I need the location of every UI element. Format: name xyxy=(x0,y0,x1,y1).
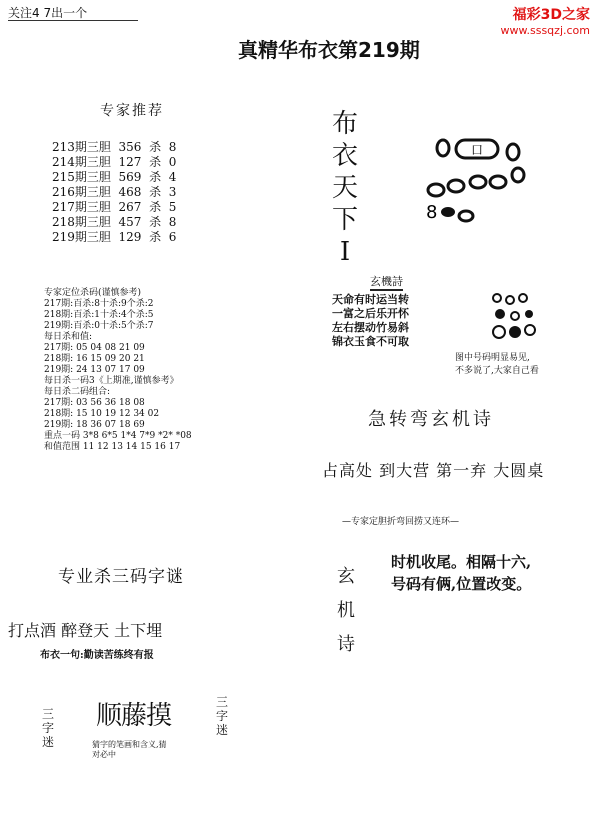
vertical-title-char: 下 xyxy=(331,205,358,235)
vertical-title-char: 衣 xyxy=(331,141,358,171)
expert-row: 215期三胆 569 杀 4 xyxy=(52,170,177,184)
turn-line: 号码有俩,位置改变。 xyxy=(391,575,532,593)
expert-locate-section xyxy=(44,288,192,453)
right-vertical-char: 迷 xyxy=(215,723,228,737)
expert-title: 专家推荐 xyxy=(100,103,164,119)
expert-row: 213期三胆 356 杀 8 xyxy=(52,140,177,154)
locate-line: 218期: 16 15 09 20 21 xyxy=(44,354,145,364)
image-caption xyxy=(455,352,539,378)
turn-poem-lines xyxy=(391,551,531,595)
brand-url[interactable]: www.sssqzj.com xyxy=(500,24,590,37)
poem-title: 玄機詩 xyxy=(370,273,403,291)
poem-line: 一富之后乐开怀 xyxy=(332,307,409,320)
number-dots-icon xyxy=(485,290,545,350)
kill3-riddle: 打点酒 醉登天 土下埋 xyxy=(8,621,163,640)
locate-line: 重点一码 3*8 6*5 1*4 7*9 *2* *08 xyxy=(44,431,192,441)
xuan-vertical xyxy=(335,560,357,662)
left-vertical-char: 三 xyxy=(41,707,54,721)
turn-line: 时机收尾。相隔十六, xyxy=(391,553,532,571)
vertical-title-char: 天 xyxy=(331,173,358,203)
left-vertical-label xyxy=(41,707,55,749)
expert-list xyxy=(52,140,176,245)
svg-text:8: 8 xyxy=(426,202,438,223)
locate-line: 和值范围 11 12 13 14 15 16 17 xyxy=(44,442,181,452)
xuan-char: 诗 xyxy=(337,634,355,655)
kill3-title: 专业杀三码字谜 xyxy=(58,567,184,587)
riddle-foot xyxy=(92,740,167,760)
vertical-title-char: I xyxy=(339,237,351,267)
right-vertical-char: 三 xyxy=(215,695,228,709)
svg-text:口: 口 xyxy=(470,143,484,157)
expert-row: 219期三胆 129 杀 6 xyxy=(52,230,177,244)
locate-line: 219期:百杀:0十杀:5个杀:7 xyxy=(44,321,154,331)
vertical-title xyxy=(330,108,360,268)
locate-line: 每日杀一码3《上期准,谨慎参考》 xyxy=(44,376,179,386)
locate-line: 219期: 24 13 07 17 09 xyxy=(44,365,145,375)
locate-line: 每日杀二码组合: xyxy=(44,387,111,397)
riddle-foot-line: 对必中 xyxy=(92,750,116,759)
left-vertical-char: 迷 xyxy=(41,735,54,749)
caption-line: 不多说了,大家自己看 xyxy=(455,366,539,376)
locate-line: 217期:百杀:8十杀:9个杀:2 xyxy=(44,299,154,309)
expert-row: 218期三胆 457 杀 8 xyxy=(52,215,177,229)
expert-row: 214期三胆 127 杀 0 xyxy=(52,155,177,169)
locate-line: 专家定位杀码(谨慎参考) xyxy=(44,288,142,298)
locate-line: 217期: 03 56 36 18 08 xyxy=(44,398,145,408)
locate-line: 219期: 18 36 07 18 69 xyxy=(44,420,145,430)
xuan-char: 玄 xyxy=(337,566,355,587)
expert-row: 216期三胆 468 杀 3 xyxy=(52,185,177,199)
turn-poem-note: —专家定胆折弯回捞又连环— xyxy=(342,517,460,527)
poem-line: 天命有时运当转 xyxy=(332,293,409,306)
locate-line: 217期: 05 04 08 21 09 xyxy=(44,343,145,353)
locate-line: 218期: 15 10 19 12 34 02 xyxy=(44,409,160,419)
follow-underline xyxy=(8,20,138,21)
xuan-char: 机 xyxy=(337,600,355,621)
left-vertical-char: 字 xyxy=(41,721,54,735)
brand-logo[interactable] xyxy=(501,4,590,37)
poem-line: 左右摆动竹易斜 xyxy=(332,321,409,334)
poem-lines xyxy=(332,293,409,349)
turn-poem-banner: 占高处 到大营 第一弃 大圆桌 xyxy=(322,461,545,480)
big-riddle: 顺藤摸 xyxy=(96,701,172,731)
brand-name: 福彩3D之家 xyxy=(512,7,590,23)
caption-line: 图中号码明显易见, xyxy=(455,353,530,363)
page-title: 真精华布衣第219期 xyxy=(238,38,420,62)
buyi-note: 布衣一句:勤读苦练终有报 xyxy=(40,650,154,661)
right-vertical-char: 字 xyxy=(215,709,228,723)
riddle-foot-line: 猜字的笔画和含义,猜 xyxy=(92,740,167,749)
chain-loop-icon xyxy=(418,130,538,240)
locate-line: 218期:百杀:1十杀:4个杀:5 xyxy=(44,310,154,320)
follow-note: 关注4 7出一个 xyxy=(8,6,88,20)
turn-poem-title: 急转弯玄机诗 xyxy=(368,409,494,430)
vertical-title-char: 布 xyxy=(331,109,358,139)
right-vertical-label xyxy=(215,695,229,737)
poem-line: 锦衣玉食不可取 xyxy=(332,335,409,348)
expert-row: 217期三胆 267 杀 5 xyxy=(52,200,177,214)
locate-line: 每日杀和值: xyxy=(44,332,93,342)
